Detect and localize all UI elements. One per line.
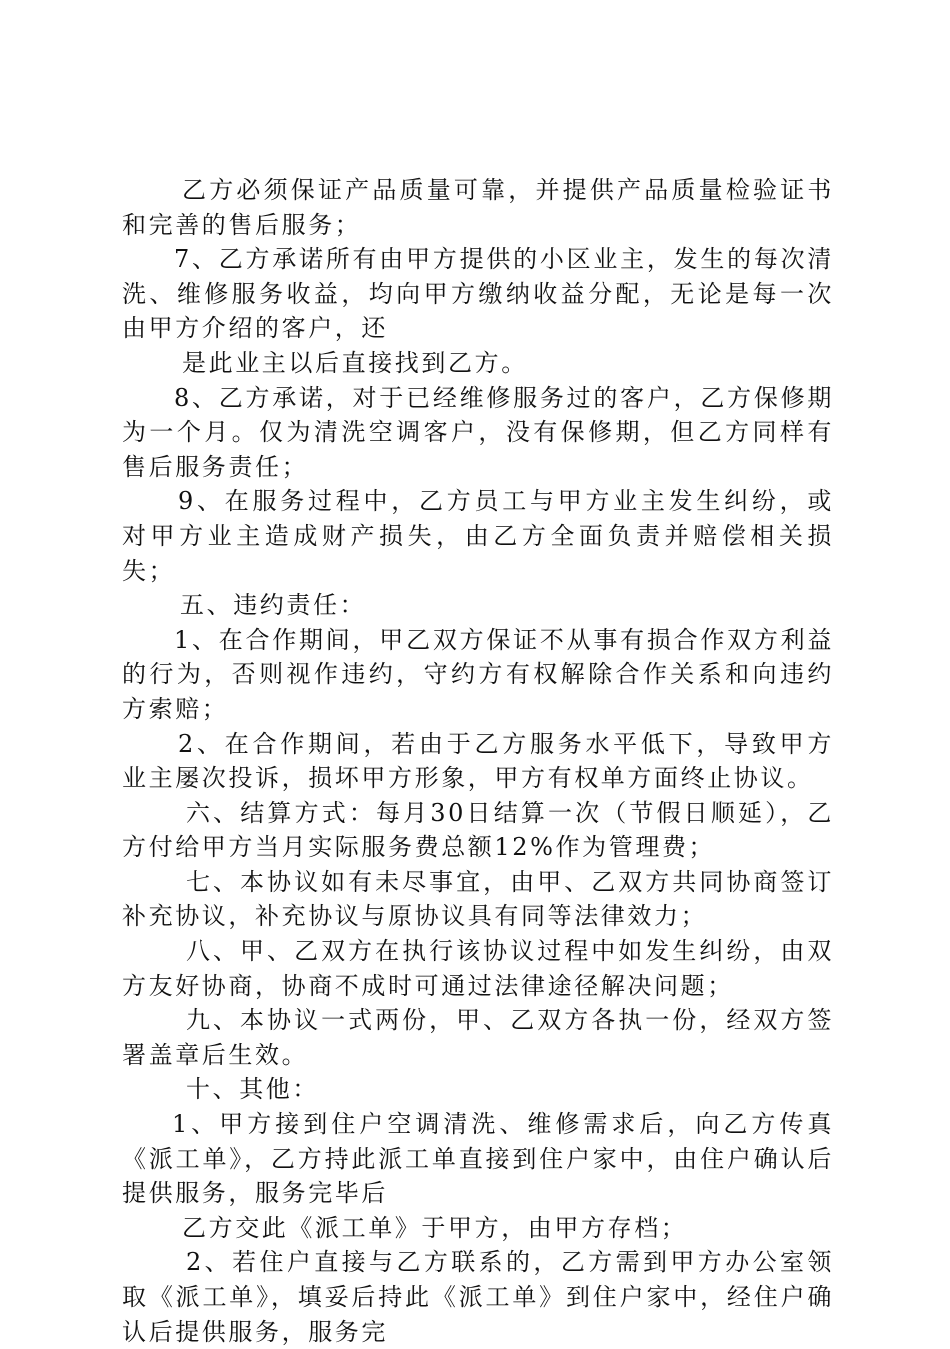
paragraph-quality-guarantee: 乙方必须保证产品质量可靠，并提供产品质量检验证书和完善的售后服务；	[122, 176, 834, 239]
paragraph-clause-7: 7、乙方承诺所有由甲方提供的小区业主，发生的每次清洗、维修服务收益，均向甲方缴纳收益分配，无论是每一次由甲方介绍的客户，还	[122, 245, 834, 343]
document-body	[122, 173, 834, 1349]
section-supplementary: 七、本协议如有未尽事宜，由甲、乙双方共同协商签订补充协议，补充协议与原协议具有同等法律效力；	[122, 867, 834, 931]
section-copies: 九、本协议一式两份，甲、乙双方各执一份，经双方签署盖章后生效。	[122, 1006, 834, 1069]
paragraph-other-1-continued: 乙方交此《派工单》于甲方，由甲方存档；	[182, 1213, 688, 1242]
paragraph-clause-9: 9、在服务过程中，乙方员工与甲方业主发生纠纷，或对甲方业主造成财产损失，由乙方全面负责并赔偿相关损失；	[122, 487, 834, 585]
section-disputes: 八、甲、乙双方在执行该协议过程中如发生纠纷，由双方友好协商，协商不成时可通过法律途径解决问题；	[122, 937, 834, 1000]
paragraph-other-1: 1、甲方接到住户空调清洗、维修需求后，向乙方传真《派工单》，乙方持此派工单直接到住户家中，由住户确认后提供服务，服务完毕后	[122, 1110, 834, 1208]
paragraph-clause-8: 8、乙方承诺，对于已经维修服务过的客户，乙方保修期为一个月。仅为清洗空调客户，没有保修期，但乙方同样有售后服务责任；	[122, 383, 834, 481]
paragraph-clause-7-continued: 是此业主以后直接找到乙方。	[182, 348, 528, 377]
section-settlement: 六、结算方式：每月30日结算一次（节假日顺延），乙方付给甲方当月实际服务费总额12%作为管理费；	[122, 798, 834, 862]
section-heading-breach: 五、违约责任：	[180, 591, 367, 620]
paragraph-breach-2: 2、在合作期间，若由于乙方服务水平低下，导致甲方业主屡次投诉，损坏甲方形象，甲方有权单方面终止协议。	[122, 729, 834, 793]
section-heading-other: 十、其他：	[186, 1075, 319, 1104]
paragraph-other-2: 2、若住户直接与乙方联系的，乙方需到甲方办公室领取《派工单》，填妥后持此《派工单》到住户家中，经住户确认后提供服务，服务完	[122, 1248, 834, 1346]
paragraph-breach-1: 1、在合作期间，甲乙双方保证不从事有损合作双方利益的行为，否则视作违约，守约方有权解除合作关系和向违约方索赔；	[122, 625, 834, 723]
